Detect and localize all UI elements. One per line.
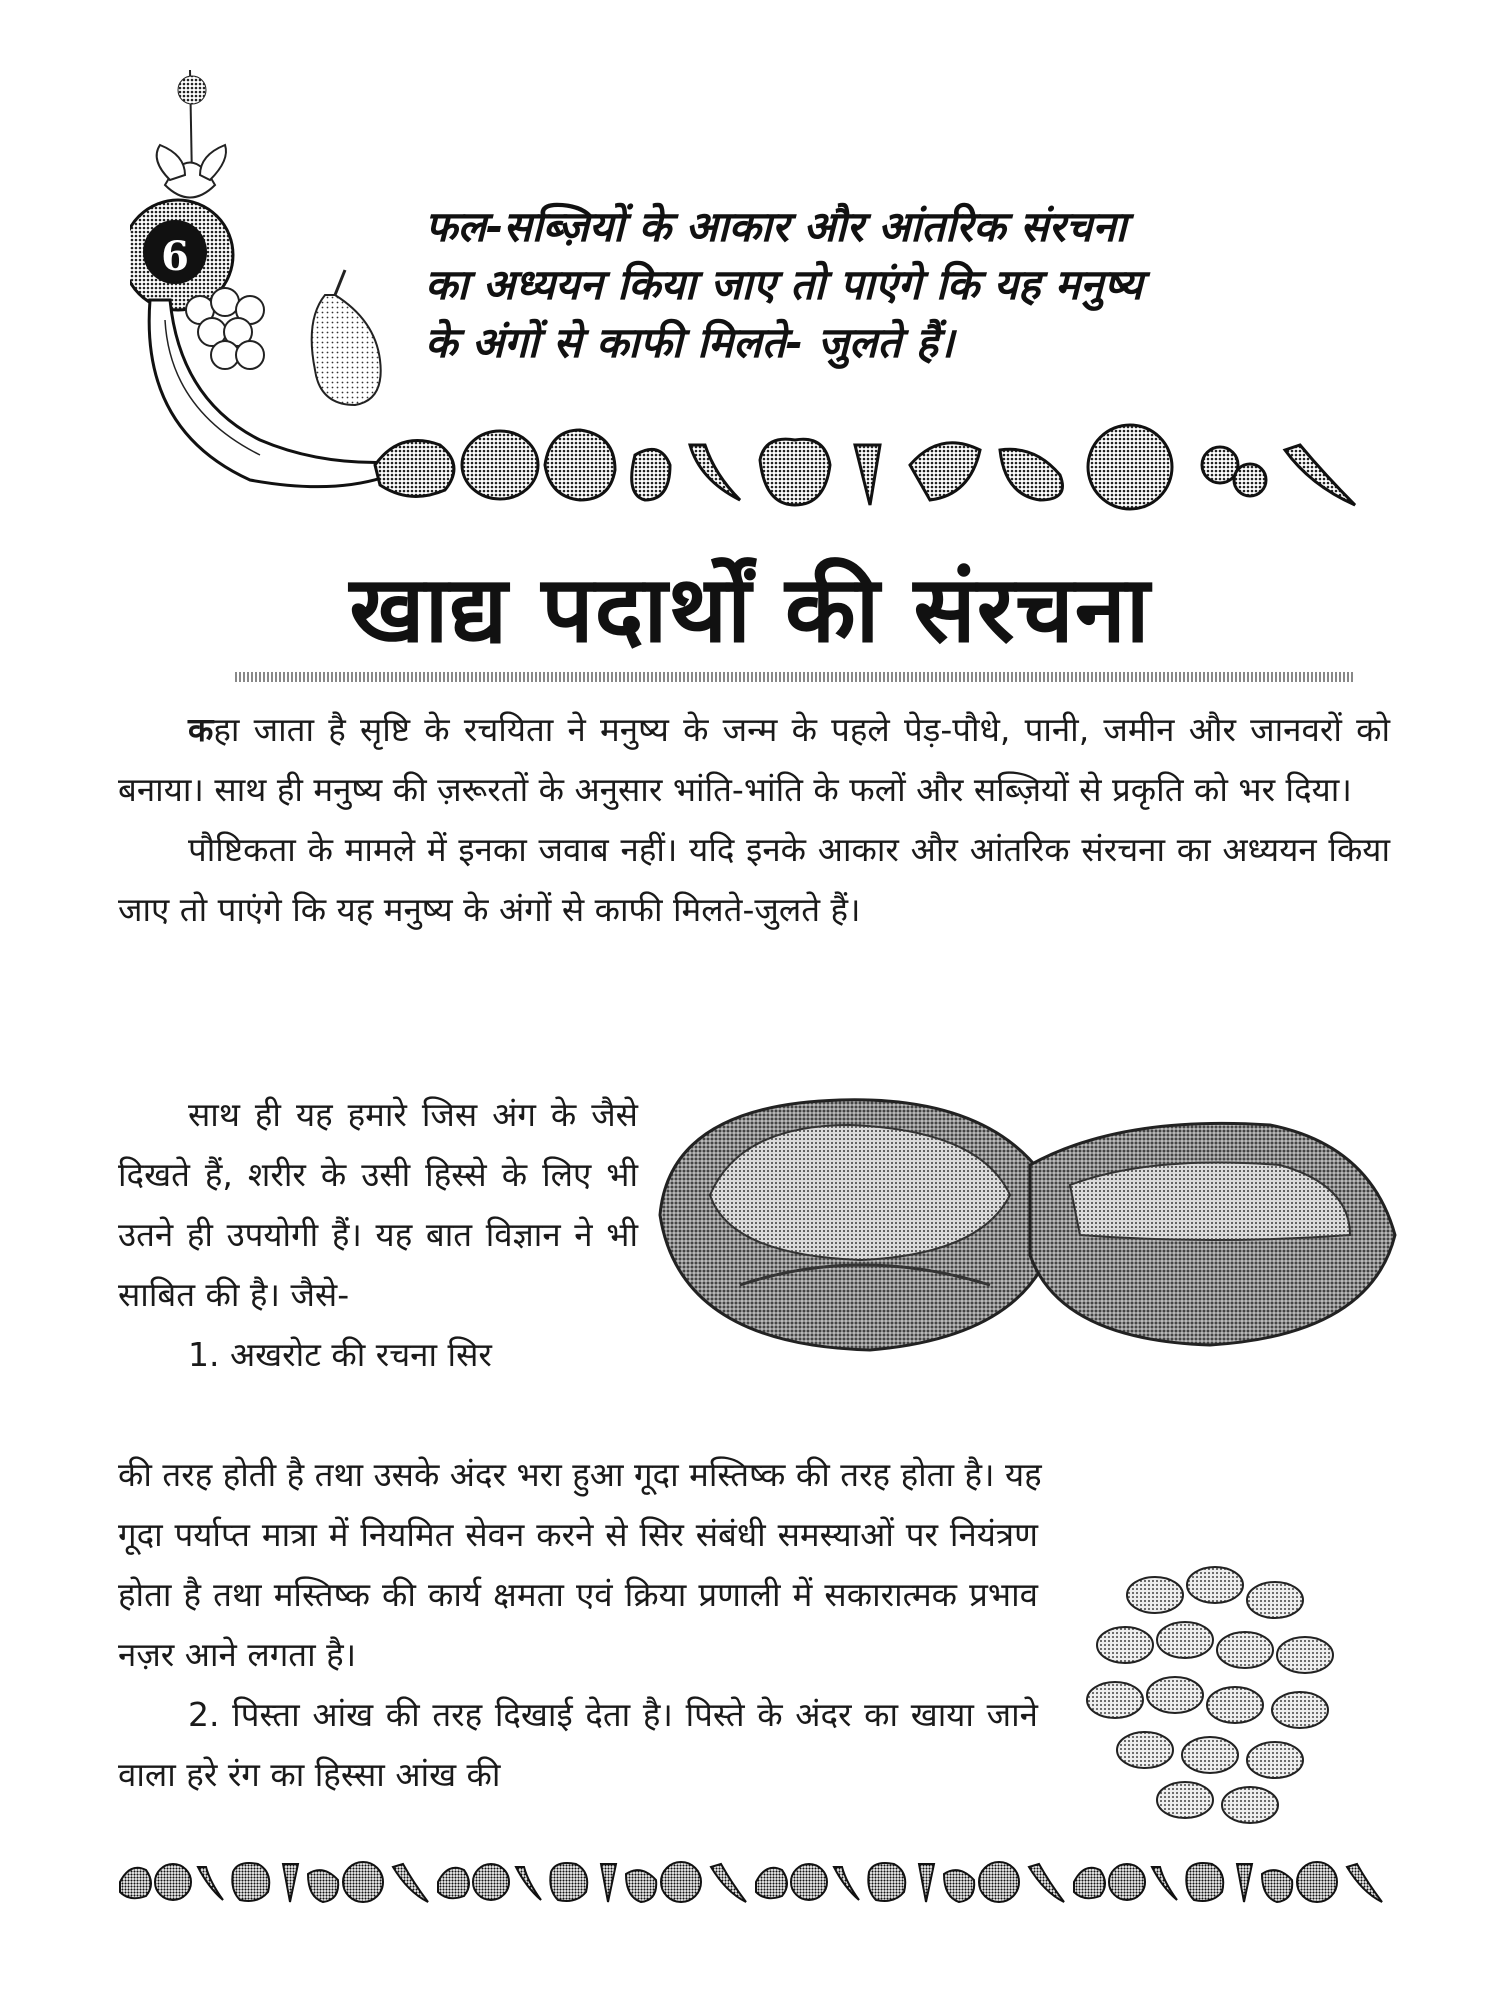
- intro-line-3: के अंगों से काफी मिलते- जुलते हैं।: [425, 318, 955, 367]
- title-rule: [235, 672, 1355, 682]
- berries-icon: [1202, 447, 1238, 483]
- paragraph-5: 2. पिस्ता आंख की तरह दिखाई देता है। पिस्ते के अंदर का खाया जाने वाला हरे रंग का हिस्सा आंख की: [118, 1695, 1038, 1794]
- page-title: खाद्य पदार्थों की संरचना: [349, 556, 1151, 663]
- leaf-icon: [910, 443, 980, 500]
- paragraph-4-start: 1. अखरोट की रचना सिर: [188, 1335, 492, 1374]
- radish-icon: [855, 445, 880, 505]
- chili-icon: [690, 445, 740, 500]
- berries-icon: [1234, 464, 1266, 496]
- capsicum-icon: [545, 430, 615, 500]
- footer-vegetable-border: [118, 1852, 1390, 1908]
- paragraph-3: साथ ही यह हमारे जिस अंग के जैसे दिखते हैं, शरीर के उसी हिस्से के लिए भी उतने ही उपयोगी हैं। यह बात विज्ञान ने भी साबित की है। जैसे-: [118, 1095, 638, 1314]
- body-column-lower: [118, 1505, 1038, 1805]
- body-mid: [118, 1445, 1390, 1505]
- pistachio-pile-photo: [1075, 1555, 1345, 1830]
- body-column-left: [118, 1085, 638, 1385]
- cabbage-icon: [375, 441, 454, 497]
- brinjal-icon: [632, 449, 670, 500]
- paragraph-2: पौष्टिकता के मामले में इनका जवाब नहीं। यदि इनके आकार और आंतरिक संरचना का अध्ययन किया जाए तो पाएंगे कि यह मनुष्य के अंगों से काफी मिलते-जुलते हैं।: [118, 830, 1390, 929]
- grapes-icon: [186, 288, 264, 369]
- flower-icon: [157, 70, 226, 198]
- apple-icon: [760, 439, 830, 505]
- paragraph-4-continued: की तरह होती है तथा उसके अंदर भरा हुआ गूदा मस्तिष्क की तरह होता है। यह: [118, 1455, 1042, 1494]
- capsicum-icon: [462, 431, 538, 499]
- dropcap: क: [188, 710, 214, 749]
- body-top: [118, 700, 1390, 940]
- intro-quote: [425, 198, 1385, 372]
- brinjal-icon: [1000, 449, 1063, 500]
- intro-line-1: फल-सब्ज़ियों के आकार और आंतरिक संरचना: [425, 202, 1127, 251]
- walnut-halves-photo: [650, 1085, 1400, 1365]
- intro-line-2: का अध्ययन किया जाए तो पाएंगे कि यह मनुष्य: [425, 260, 1143, 309]
- chapter-number: 6: [161, 233, 189, 280]
- tomato-icon: [1088, 425, 1172, 509]
- paragraph-1: [118, 700, 1390, 820]
- paragraph-1-text: हा जाता है सृष्टि के रचयिता ने मनुष्य के जन्म के पहले पेड़-पौधे, पानी, जमीन और जानवरों को बनाया। साथ ही मनुष्य की ज़रूरतों के अनुसार भांति-भांति के फलों और सब्ज़ियों से प्रकृति को भर दिया।: [118, 710, 1390, 809]
- vegetable-icons-strip: [370, 405, 1390, 515]
- chili-icon: [1285, 445, 1355, 505]
- paragraph-4-end: गूदा पर्याप्त मात्रा में नियमित सेवन करने से सिर संबंधी समस्याओं पर नियंत्रण होता है तथा मस्तिष्क की कार्य क्षमता एवं क्रिया प्रणाली में सकारात्मक प्रभाव नज़र आने लगता है।: [118, 1515, 1038, 1674]
